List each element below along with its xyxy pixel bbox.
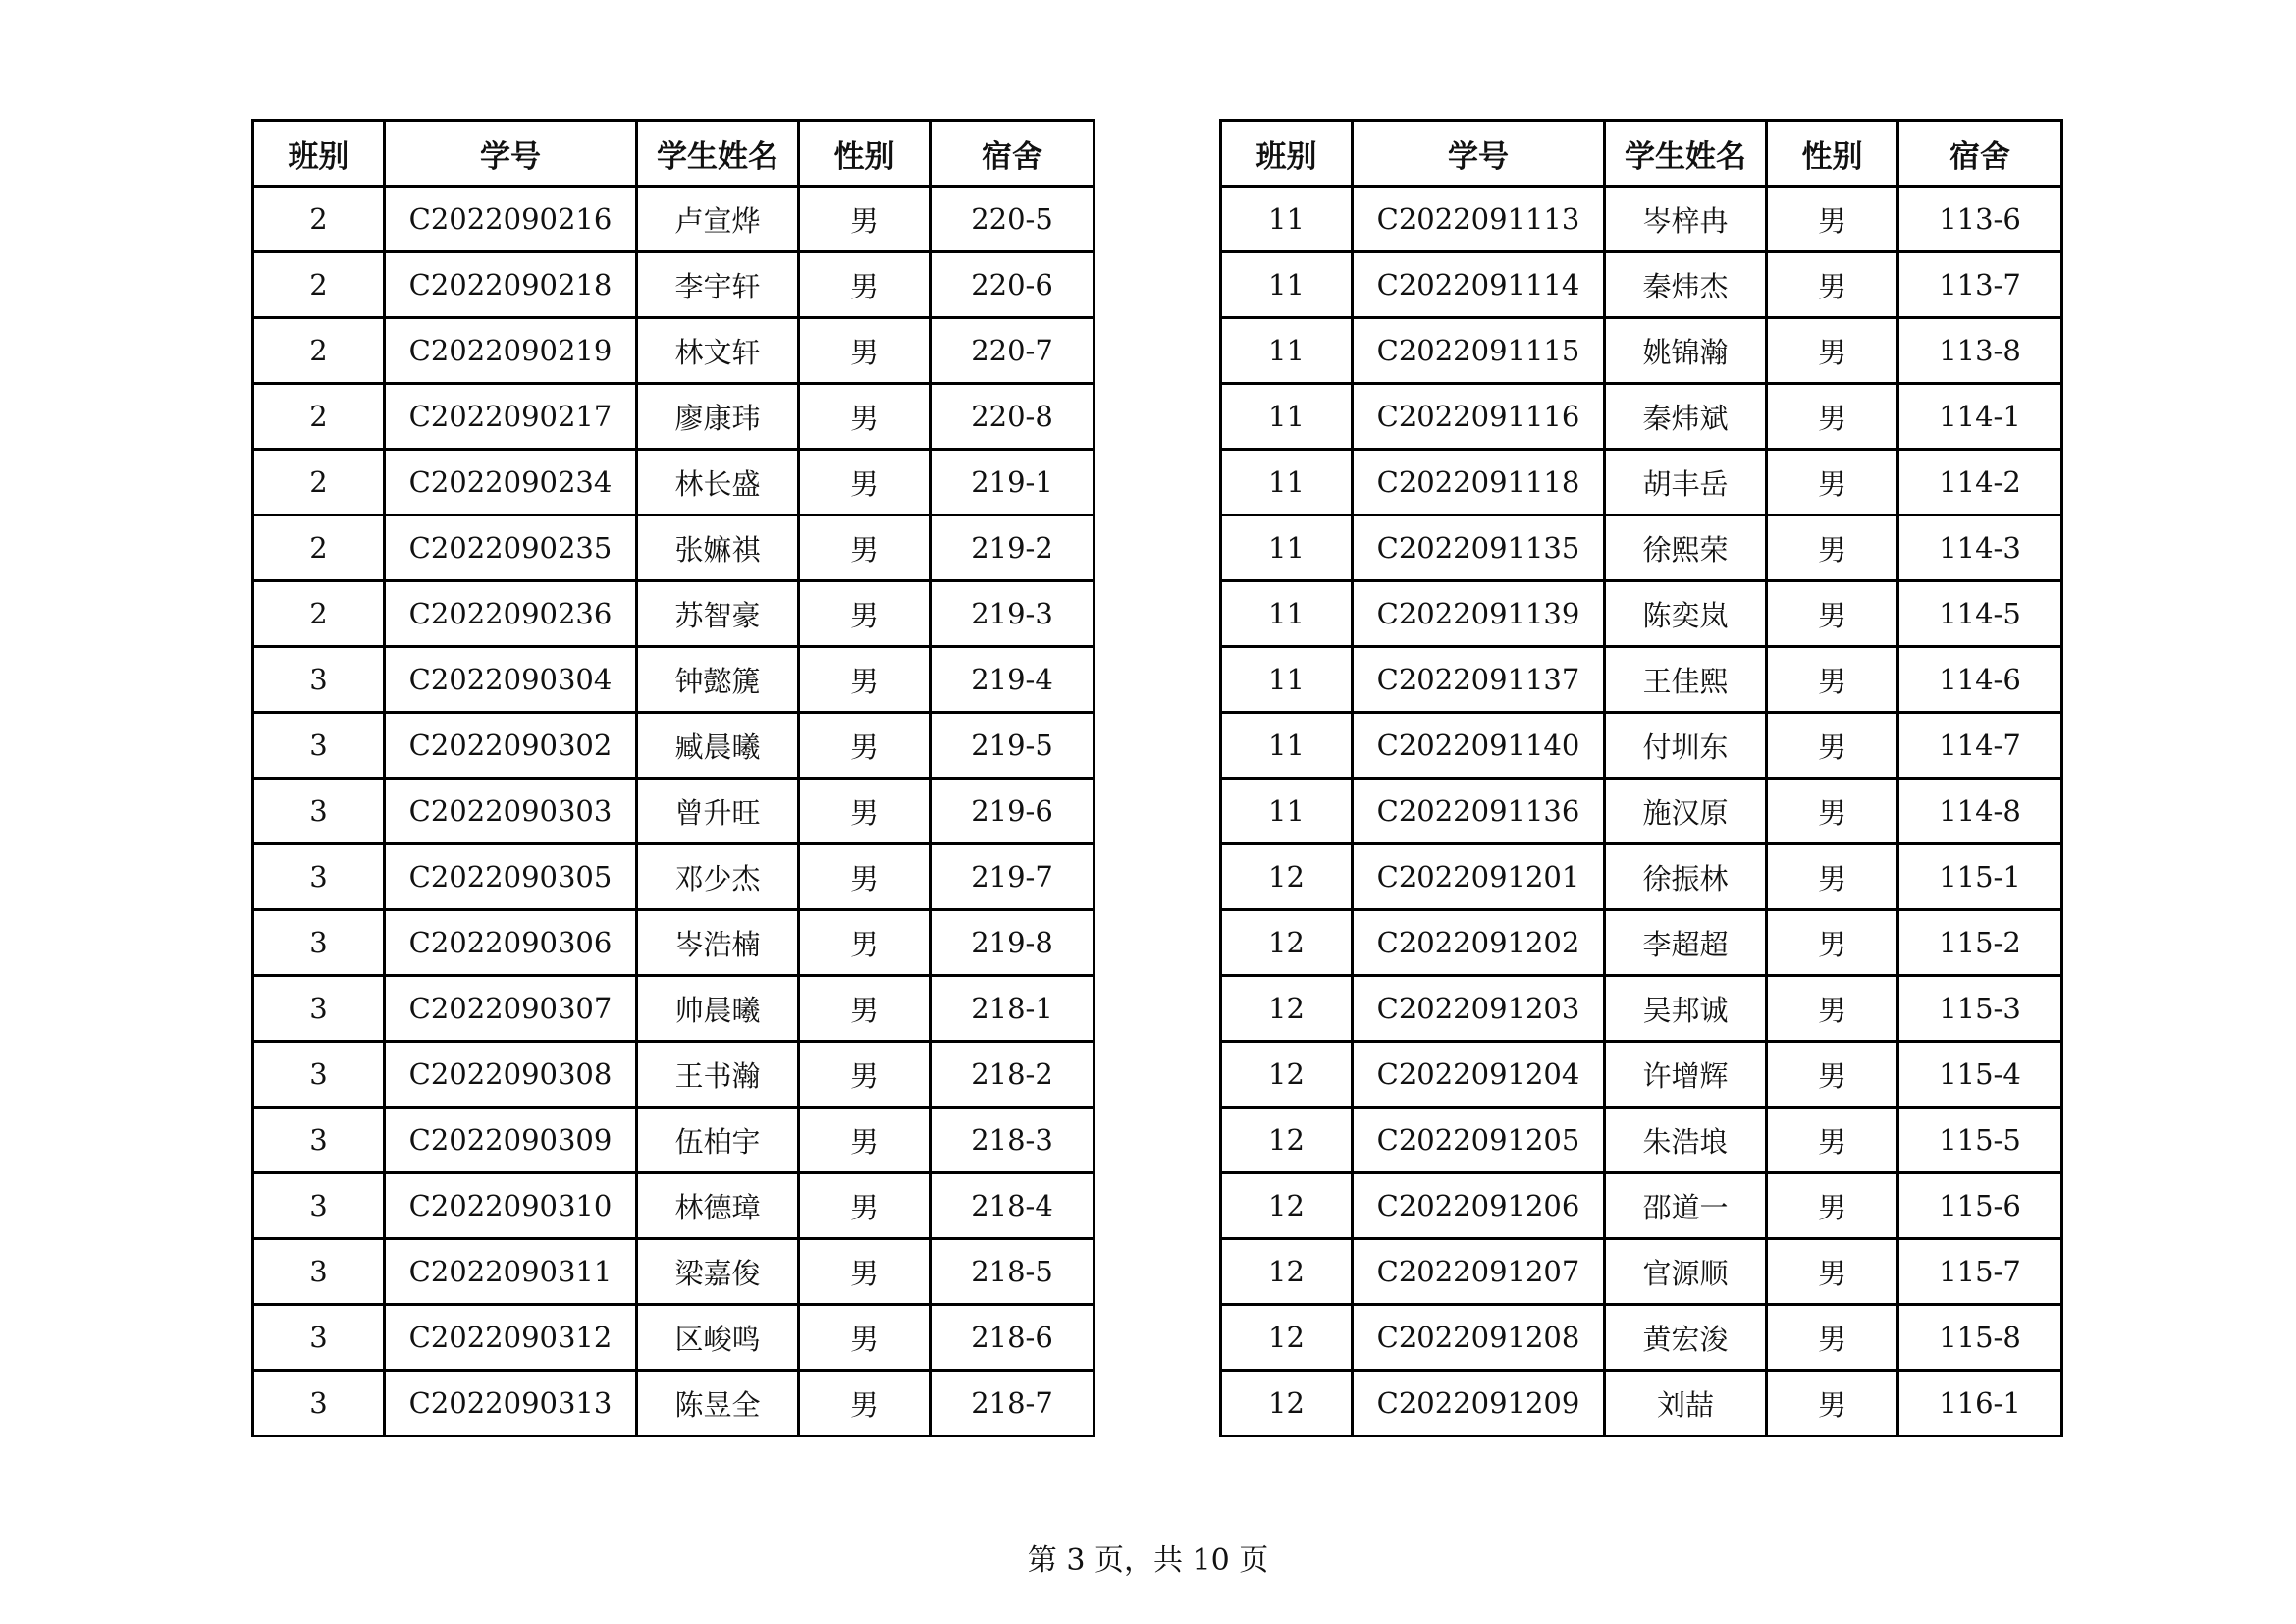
cell-name: 梁嘉俊	[637, 1239, 799, 1305]
cell-student-id: C2022090303	[385, 779, 637, 844]
cell-name: 曾升旺	[637, 779, 799, 844]
cell-name: 卢宣烨	[637, 187, 799, 252]
cell-class: 12	[1221, 976, 1353, 1042]
cell-name: 区峻鸣	[637, 1305, 799, 1371]
cell-student-id: C2022091137	[1353, 647, 1605, 713]
table-row	[253, 1305, 1095, 1371]
cell-class: 12	[1221, 1042, 1353, 1108]
table-row	[1221, 1042, 2062, 1108]
cell-name: 刘喆	[1605, 1371, 1767, 1436]
cell-class: 3	[253, 1108, 385, 1173]
cell-room: 219-4	[931, 647, 1095, 713]
table-row	[253, 1239, 1095, 1305]
table-row	[1221, 1173, 2062, 1239]
table-row	[1221, 647, 2062, 713]
cell-student-id: C2022091204	[1353, 1042, 1605, 1108]
cell-sex: 男	[799, 384, 931, 450]
cell-room: 115-4	[1898, 1042, 2062, 1108]
cell-name: 陈昱全	[637, 1371, 799, 1436]
cell-student-id: C2022090310	[385, 1173, 637, 1239]
table-row	[253, 515, 1095, 581]
cell-room: 219-8	[931, 910, 1095, 976]
header-row	[1221, 121, 2062, 187]
table-row	[1221, 318, 2062, 384]
table-row	[253, 713, 1095, 779]
cell-room: 219-1	[931, 450, 1095, 515]
cell-class: 2	[253, 515, 385, 581]
table-row	[1221, 450, 2062, 515]
cell-name: 秦炜斌	[1605, 384, 1767, 450]
cell-sex: 男	[1767, 515, 1898, 581]
cell-class: 11	[1221, 581, 1353, 647]
cell-sex: 男	[799, 450, 931, 515]
table-row	[253, 318, 1095, 384]
cell-room: 218-1	[931, 976, 1095, 1042]
cell-room: 219-2	[931, 515, 1095, 581]
cell-student-id: C2022090216	[385, 187, 637, 252]
cell-sex: 男	[799, 910, 931, 976]
cell-student-id: C2022091140	[1353, 713, 1605, 779]
table-row	[1221, 779, 2062, 844]
cell-sex: 男	[1767, 1042, 1898, 1108]
cell-name: 许增辉	[1605, 1042, 1767, 1108]
cell-sex: 男	[1767, 1239, 1898, 1305]
table-row	[253, 844, 1095, 910]
cell-name: 陈奕岚	[1605, 581, 1767, 647]
cell-class: 11	[1221, 384, 1353, 450]
cell-name: 姚锦瀚	[1605, 318, 1767, 384]
roster-body-right	[1221, 187, 2062, 1436]
table-row	[253, 1108, 1095, 1173]
cell-class: 12	[1221, 1305, 1353, 1371]
cell-sex: 男	[799, 976, 931, 1042]
cell-name: 臧晨曦	[637, 713, 799, 779]
cell-room: 115-6	[1898, 1173, 2062, 1239]
cell-student-id: C2022090302	[385, 713, 637, 779]
table-row	[253, 384, 1095, 450]
table-row	[253, 581, 1095, 647]
cell-student-id: C2022090305	[385, 844, 637, 910]
cell-class: 12	[1221, 910, 1353, 976]
table-row	[1221, 384, 2062, 450]
column-header-class: 班别	[253, 121, 385, 187]
cell-name: 岑浩楠	[637, 910, 799, 976]
cell-student-id: C2022091207	[1353, 1239, 1605, 1305]
cell-room: 220-8	[931, 384, 1095, 450]
cell-room: 114-2	[1898, 450, 2062, 515]
cell-class: 3	[253, 1042, 385, 1108]
cell-room: 115-3	[1898, 976, 2062, 1042]
cell-room: 113-7	[1898, 252, 2062, 318]
cell-sex: 男	[799, 1173, 931, 1239]
table-row	[1221, 1239, 2062, 1305]
table-row	[253, 910, 1095, 976]
cell-room: 114-5	[1898, 581, 2062, 647]
cell-room: 115-5	[1898, 1108, 2062, 1173]
cell-room: 113-8	[1898, 318, 2062, 384]
cell-room: 218-7	[931, 1371, 1095, 1436]
cell-room: 218-5	[931, 1239, 1095, 1305]
cell-class: 11	[1221, 515, 1353, 581]
cell-name: 朱浩埌	[1605, 1108, 1767, 1173]
table-row	[253, 647, 1095, 713]
cell-sex: 男	[799, 1305, 931, 1371]
cell-class: 12	[1221, 1108, 1353, 1173]
cell-class: 3	[253, 1305, 385, 1371]
cell-class: 3	[253, 647, 385, 713]
cell-room: 220-5	[931, 187, 1095, 252]
cell-name: 林长盛	[637, 450, 799, 515]
table-row	[253, 252, 1095, 318]
table-row	[1221, 910, 2062, 976]
cell-student-id: C2022091118	[1353, 450, 1605, 515]
cell-student-id: C2022091206	[1353, 1173, 1605, 1239]
cell-class: 3	[253, 1371, 385, 1436]
table-row	[1221, 976, 2062, 1042]
cell-sex: 男	[1767, 910, 1898, 976]
cell-sex: 男	[1767, 1371, 1898, 1436]
cell-student-id: C2022091209	[1353, 1371, 1605, 1436]
cell-sex: 男	[799, 844, 931, 910]
table-row	[1221, 187, 2062, 252]
cell-sex: 男	[1767, 844, 1898, 910]
cell-student-id: C2022091136	[1353, 779, 1605, 844]
column-header-name: 学生姓名	[1605, 121, 1767, 187]
cell-student-id: C2022090235	[385, 515, 637, 581]
cell-student-id: C2022091135	[1353, 515, 1605, 581]
cell-sex: 男	[1767, 581, 1898, 647]
cell-class: 11	[1221, 713, 1353, 779]
cell-sex: 男	[1767, 779, 1898, 844]
cell-sex: 男	[799, 779, 931, 844]
cell-name: 付圳东	[1605, 713, 1767, 779]
header-row	[253, 121, 1095, 187]
cell-class: 11	[1221, 187, 1353, 252]
cell-room: 218-6	[931, 1305, 1095, 1371]
cell-student-id: C2022090218	[385, 252, 637, 318]
cell-student-id: C2022091203	[1353, 976, 1605, 1042]
table-row	[1221, 581, 2062, 647]
cell-student-id: C2022091114	[1353, 252, 1605, 318]
cell-name: 李超超	[1605, 910, 1767, 976]
cell-student-id: C2022091208	[1353, 1305, 1605, 1371]
cell-name: 胡丰岳	[1605, 450, 1767, 515]
cell-name: 王书瀚	[637, 1042, 799, 1108]
cell-student-id: C2022090219	[385, 318, 637, 384]
cell-class: 11	[1221, 450, 1353, 515]
cell-class: 2	[253, 187, 385, 252]
cell-room: 114-8	[1898, 779, 2062, 844]
cell-sex: 男	[1767, 187, 1898, 252]
cell-class: 3	[253, 779, 385, 844]
cell-sex: 男	[799, 318, 931, 384]
cell-class: 2	[253, 318, 385, 384]
cell-class: 3	[253, 1173, 385, 1239]
cell-name: 苏智豪	[637, 581, 799, 647]
cell-student-id: C2022090217	[385, 384, 637, 450]
cell-sex: 男	[1767, 1108, 1898, 1173]
column-header-room: 宿舍	[931, 121, 1095, 187]
table-row	[253, 779, 1095, 844]
table-row	[1221, 1371, 2062, 1436]
cell-student-id: C2022090304	[385, 647, 637, 713]
cell-sex: 男	[1767, 647, 1898, 713]
cell-sex: 男	[1767, 252, 1898, 318]
cell-room: 115-7	[1898, 1239, 2062, 1305]
cell-sex: 男	[1767, 318, 1898, 384]
cell-sex: 男	[799, 1239, 931, 1305]
table-row	[1221, 713, 2062, 779]
cell-room: 115-1	[1898, 844, 2062, 910]
column-header-student-id: 学号	[385, 121, 637, 187]
cell-student-id: C2022090309	[385, 1108, 637, 1173]
cell-class: 2	[253, 581, 385, 647]
cell-name: 徐熙荣	[1605, 515, 1767, 581]
cell-sex: 男	[799, 515, 931, 581]
column-header-name: 学生姓名	[637, 121, 799, 187]
cell-class: 11	[1221, 252, 1353, 318]
table-row	[253, 187, 1095, 252]
table-row	[1221, 844, 2062, 910]
cell-room: 114-6	[1898, 647, 2062, 713]
table-row	[253, 976, 1095, 1042]
cell-class: 11	[1221, 779, 1353, 844]
cell-name: 徐振林	[1605, 844, 1767, 910]
cell-name: 李宇轩	[637, 252, 799, 318]
cell-class: 3	[253, 910, 385, 976]
cell-student-id: C2022091201	[1353, 844, 1605, 910]
cell-student-id: C2022090308	[385, 1042, 637, 1108]
cell-sex: 男	[799, 1371, 931, 1436]
table-row	[1221, 1108, 2062, 1173]
cell-sex: 男	[1767, 1173, 1898, 1239]
cell-student-id: C2022091202	[1353, 910, 1605, 976]
cell-name: 施汉原	[1605, 779, 1767, 844]
cell-student-id: C2022091113	[1353, 187, 1605, 252]
cell-sex: 男	[1767, 713, 1898, 779]
cell-room: 113-6	[1898, 187, 2062, 252]
column-header-student-id: 学号	[1353, 121, 1605, 187]
roster-body-left	[253, 187, 1095, 1436]
cell-room: 114-3	[1898, 515, 2062, 581]
cell-room: 219-6	[931, 779, 1095, 844]
table-row	[253, 450, 1095, 515]
cell-name: 伍柏宇	[637, 1108, 799, 1173]
cell-sex: 男	[799, 647, 931, 713]
cell-room: 220-7	[931, 318, 1095, 384]
cell-room: 219-7	[931, 844, 1095, 910]
cell-name: 吴邦诚	[1605, 976, 1767, 1042]
cell-name: 廖康玮	[637, 384, 799, 450]
cell-class: 12	[1221, 1173, 1353, 1239]
cell-name: 秦炜杰	[1605, 252, 1767, 318]
cell-name: 黄宏浚	[1605, 1305, 1767, 1371]
cell-sex: 男	[1767, 1305, 1898, 1371]
cell-class: 3	[253, 1239, 385, 1305]
cell-name: 岑梓冉	[1605, 187, 1767, 252]
cell-name: 官源顺	[1605, 1239, 1767, 1305]
cell-class: 12	[1221, 844, 1353, 910]
column-header-sex: 性别	[799, 121, 931, 187]
cell-student-id: C2022091139	[1353, 581, 1605, 647]
cell-room: 218-3	[931, 1108, 1095, 1173]
table-row	[253, 1371, 1095, 1436]
cell-sex: 男	[799, 581, 931, 647]
cell-name: 邓少杰	[637, 844, 799, 910]
cell-sex: 男	[799, 713, 931, 779]
cell-room: 115-2	[1898, 910, 2062, 976]
cell-room: 218-4	[931, 1173, 1095, 1239]
cell-sex: 男	[799, 252, 931, 318]
cell-name: 钟懿篪	[637, 647, 799, 713]
cell-name: 林德璋	[637, 1173, 799, 1239]
cell-sex: 男	[1767, 976, 1898, 1042]
cell-class: 2	[253, 384, 385, 450]
cell-name: 王佳熙	[1605, 647, 1767, 713]
cell-student-id: C2022090234	[385, 450, 637, 515]
cell-sex: 男	[1767, 450, 1898, 515]
cell-class: 11	[1221, 318, 1353, 384]
cell-class: 12	[1221, 1239, 1353, 1305]
cell-sex: 男	[799, 187, 931, 252]
cell-student-id: C2022091115	[1353, 318, 1605, 384]
cell-class: 2	[253, 450, 385, 515]
column-header-class: 班别	[1221, 121, 1353, 187]
column-header-sex: 性别	[1767, 121, 1898, 187]
cell-class: 12	[1221, 1371, 1353, 1436]
cell-room: 218-2	[931, 1042, 1095, 1108]
roster-table-right	[1219, 119, 2063, 1437]
cell-room: 116-1	[1898, 1371, 2062, 1436]
cell-student-id: C2022090313	[385, 1371, 637, 1436]
table-row	[253, 1042, 1095, 1108]
cell-class: 3	[253, 844, 385, 910]
page-indicator: 第 3 页，共 10 页	[1027, 1543, 1269, 1578]
cell-student-id: C2022090306	[385, 910, 637, 976]
cell-class: 3	[253, 713, 385, 779]
cell-room: 219-5	[931, 713, 1095, 779]
cell-room: 114-1	[1898, 384, 2062, 450]
cell-room: 220-6	[931, 252, 1095, 318]
cell-sex: 男	[799, 1108, 931, 1173]
table-row	[1221, 515, 2062, 581]
cell-room: 114-7	[1898, 713, 2062, 779]
column-header-room: 宿舍	[1898, 121, 2062, 187]
cell-name: 帅晨曦	[637, 976, 799, 1042]
cell-class: 2	[253, 252, 385, 318]
cell-student-id: C2022090311	[385, 1239, 637, 1305]
cell-sex: 男	[799, 1042, 931, 1108]
cell-student-id: C2022090312	[385, 1305, 637, 1371]
cell-class: 11	[1221, 647, 1353, 713]
cell-room: 219-3	[931, 581, 1095, 647]
table-row	[1221, 1305, 2062, 1371]
table-row	[1221, 252, 2062, 318]
cell-name: 邵道一	[1605, 1173, 1767, 1239]
cell-name: 林文轩	[637, 318, 799, 384]
cell-room: 115-8	[1898, 1305, 2062, 1371]
cell-student-id: C2022091116	[1353, 384, 1605, 450]
cell-name: 张嫲祺	[637, 515, 799, 581]
cell-student-id: C2022090236	[385, 581, 637, 647]
cell-class: 3	[253, 976, 385, 1042]
table-row	[253, 1173, 1095, 1239]
roster-table-left	[251, 119, 1095, 1437]
cell-sex: 男	[1767, 384, 1898, 450]
cell-student-id: C2022091205	[1353, 1108, 1605, 1173]
cell-student-id: C2022090307	[385, 976, 637, 1042]
